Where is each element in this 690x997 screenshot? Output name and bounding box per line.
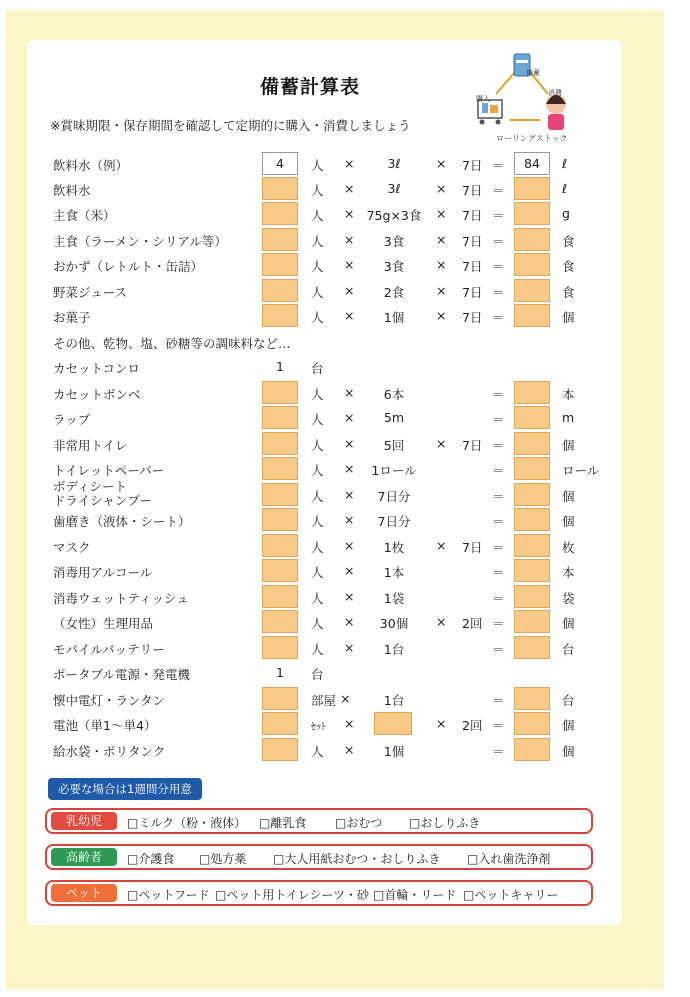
multiply-sign: × <box>436 716 447 731</box>
quantity-input[interactable] <box>262 738 298 761</box>
multiply-sign: × <box>344 206 355 221</box>
unit-text: 人 <box>311 412 324 427</box>
days-text: 7日 <box>462 310 483 325</box>
result-unit: 個 <box>562 718 575 733</box>
category-tag: 高齢者 <box>51 848 117 866</box>
table-row <box>0 381 690 406</box>
table-row <box>0 228 690 253</box>
row-label: 懐中電灯・ランタン <box>53 693 166 708</box>
category-tag: 乳幼児 <box>51 812 117 830</box>
unit-text: 人 <box>311 463 324 478</box>
equals-sign: ＝ <box>492 310 505 325</box>
unit-text: 人 <box>311 744 324 759</box>
result-unit: g <box>562 206 570 221</box>
amount-text: 1ロール <box>371 463 417 478</box>
unit-text: 人 <box>311 183 324 198</box>
checkbox-item[interactable]: □ペットキャリー <box>463 888 559 902</box>
unit-text: 人 <box>311 285 324 300</box>
table-row <box>0 304 690 329</box>
table-row <box>0 152 690 177</box>
table-row <box>0 508 690 533</box>
table-row <box>0 712 690 737</box>
row-label: 主食（ラーメン・シリアル等） <box>53 234 227 249</box>
multiply-sign: × <box>344 614 355 629</box>
multiply-sign: × <box>344 385 355 400</box>
days-text: 7日 <box>462 285 483 300</box>
equals-sign: ＝ <box>492 642 505 657</box>
multiply-sign: × <box>344 589 355 604</box>
table-row <box>0 253 690 278</box>
table-row <box>0 534 690 559</box>
row-label: 飲料水 <box>53 183 91 198</box>
multiply-sign: × <box>436 614 447 629</box>
checkbox-item[interactable]: □首輪・リード <box>373 888 457 902</box>
result-field[interactable] <box>514 712 550 735</box>
unit-text: 台 <box>311 361 324 376</box>
quantity-input[interactable] <box>262 559 298 582</box>
checkbox-item[interactable]: □おしりふき <box>409 816 481 830</box>
days-text: 7日 <box>462 208 483 223</box>
checkbox-item[interactable]: □ペットフード <box>127 888 210 902</box>
result-unit: 個 <box>562 310 575 325</box>
result-unit: 食 <box>562 234 575 249</box>
amount-text: 1台 <box>383 693 405 708</box>
stock-label: 備蓄 <box>526 69 540 77</box>
multiply-sign: × <box>436 436 447 451</box>
multiply-sign: × <box>344 257 355 272</box>
result-field[interactable] <box>514 177 550 200</box>
days-text: 7日 <box>462 158 483 173</box>
row-label: カセットコンロ <box>53 361 141 376</box>
others-note: その他、乾物、塩、砂糖等の調味料など… <box>53 336 291 351</box>
multiply-sign: × <box>344 716 355 731</box>
weekly-note-badge: 必要な場合は1週間分用意 <box>48 778 202 800</box>
amount-text: 1枚 <box>383 540 405 555</box>
multiply-sign: × <box>344 563 355 578</box>
result-field[interactable] <box>514 279 550 302</box>
category-pet <box>45 880 593 906</box>
checkbox-item[interactable]: □おむつ <box>335 816 383 830</box>
result-unit: 個 <box>562 489 575 504</box>
days-text: 7日 <box>462 438 483 453</box>
multiply-sign: × <box>436 181 447 196</box>
equals-sign: ＝ <box>492 616 505 631</box>
quantity-input[interactable] <box>262 508 298 531</box>
amount-text: 1個 <box>383 310 405 325</box>
row-label-line1: ボディシート <box>53 479 128 494</box>
amount-text: 30個 <box>379 616 409 631</box>
equals-sign: ＝ <box>492 718 505 733</box>
rolling-stock-caption: ローリングストック <box>496 134 568 143</box>
amount-text: 3食 <box>383 234 405 249</box>
days-text: 7日 <box>462 183 483 198</box>
multiply-sign: × <box>344 640 355 655</box>
row-label: マスク <box>53 540 91 555</box>
result-field[interactable] <box>514 559 550 582</box>
amount-text: 3食 <box>383 259 405 274</box>
row-label: 消毒用アルコール <box>53 565 153 580</box>
equals-sign: ＝ <box>492 540 505 555</box>
equals-sign: ＝ <box>492 158 505 173</box>
row-label: 野菜ジュース <box>53 285 128 300</box>
multiply-sign: × <box>436 156 447 171</box>
equals-sign: ＝ <box>492 463 505 478</box>
multiply-sign: × <box>344 742 355 757</box>
result-field[interactable] <box>514 534 550 557</box>
table-row <box>0 559 690 584</box>
multiply-sign: × <box>436 206 447 221</box>
amount-text: 5m <box>383 410 405 425</box>
amount-text: 75g×3食 <box>366 208 422 223</box>
unit-text: 人 <box>311 234 324 249</box>
result-field[interactable] <box>514 228 550 251</box>
multiply-sign: × <box>344 538 355 553</box>
row-label: 主食（米） <box>53 208 116 223</box>
result-unit: 食 <box>562 285 575 300</box>
quantity-input[interactable] <box>262 202 298 225</box>
row-label: （女性）生理用品 <box>53 616 154 631</box>
result-field[interactable] <box>514 202 550 225</box>
result-unit: 個 <box>562 514 575 529</box>
unit-text: 部屋 <box>311 693 337 708</box>
row-label: 飲料水（例） <box>53 158 129 173</box>
amount-text: 5回 <box>383 438 405 453</box>
amount-text: 3ℓ <box>387 181 401 196</box>
row-label: 歯磨き（液体・シート） <box>53 514 191 529</box>
checkbox-item[interactable]: □ミルク（粉・液体） <box>127 816 247 830</box>
checkbox-item[interactable]: □入れ歯洗浄剤 <box>467 852 551 866</box>
equals-sign: ＝ <box>492 259 505 274</box>
buy-label: 購入 <box>476 95 490 103</box>
result-unit: 食 <box>562 259 575 274</box>
multiply-sign: × <box>344 487 355 502</box>
unit-text: 人 <box>311 310 324 325</box>
amount-text: 1個 <box>383 744 405 759</box>
unit-text: 人 <box>311 489 324 504</box>
row-label <box>53 480 152 508</box>
equals-sign: ＝ <box>492 438 505 453</box>
days-text: 2回 <box>462 616 483 631</box>
checkbox-item[interactable]: □介護食 <box>127 852 175 866</box>
multiply-sign: × <box>436 257 447 272</box>
checkbox-item[interactable]: □処方薬 <box>199 852 247 866</box>
checkbox-item[interactable]: □ペット用トイレシーツ・砂 <box>215 888 369 902</box>
result-unit: 個 <box>562 438 575 453</box>
subtitle: ※賞味期限・保存期間を確認して定期的に購入・消費しましょう <box>50 118 411 133</box>
quantity-input[interactable] <box>262 177 298 200</box>
quantity-input[interactable] <box>262 585 298 608</box>
amount-text: 2食 <box>383 285 405 300</box>
result-field[interactable]: 84 <box>514 152 550 175</box>
equals-sign: ＝ <box>492 387 505 402</box>
equals-sign: ＝ <box>492 234 505 249</box>
result-unit: 台 <box>562 693 575 708</box>
amount-text: 7日分 <box>377 514 411 529</box>
multiply-sign: × <box>436 308 447 323</box>
result-unit: 枚 <box>562 540 575 555</box>
quantity-input[interactable] <box>262 712 298 735</box>
unit-text: 人 <box>311 438 324 453</box>
row-label: トイレットペーパー <box>53 463 165 478</box>
table-row <box>0 687 690 712</box>
multiply-sign: × <box>344 410 355 425</box>
row-label-line2: ドライシャンプー <box>53 493 153 508</box>
table-row <box>0 610 690 635</box>
row-label: 給水袋・ポリタンク <box>53 744 166 759</box>
unit-text: 人 <box>311 387 324 402</box>
quantity-input[interactable] <box>262 381 298 404</box>
unit-text: 人 <box>311 158 324 173</box>
multiply-sign: × <box>436 232 447 247</box>
row-label: 消毒ウェットティッシュ <box>53 591 189 606</box>
unit-text: 人 <box>311 259 324 274</box>
quantity-input[interactable]: 4 <box>262 152 298 175</box>
page-title: 備蓄計算表 <box>259 76 360 98</box>
days-text: 2回 <box>462 718 483 733</box>
quantity-input[interactable] <box>262 636 298 659</box>
quantity-input[interactable] <box>262 432 298 455</box>
result-field[interactable] <box>514 738 550 761</box>
quantity-input[interactable] <box>262 253 298 276</box>
result-field[interactable] <box>514 304 550 327</box>
multiply-sign: × <box>344 512 355 527</box>
multiply-sign: × <box>344 308 355 323</box>
multiply-sign: × <box>344 461 355 476</box>
amount-input[interactable] <box>374 712 412 735</box>
equals-sign: ＝ <box>492 514 505 529</box>
result-unit: 個 <box>562 616 575 631</box>
row-label: モバイルバッテリー <box>53 642 165 657</box>
table-row <box>0 406 690 431</box>
fixed-count: 1 <box>276 665 284 680</box>
unit-text: 人 <box>311 616 324 631</box>
result-unit: 個 <box>562 744 575 759</box>
row-label: カセットボンベ <box>53 387 141 402</box>
result-unit: 本 <box>562 565 575 580</box>
result-field[interactable] <box>514 432 550 455</box>
consume-label: 消費 <box>548 89 562 97</box>
row-label: ラップ <box>53 412 91 427</box>
amount-text: 1本 <box>383 565 405 580</box>
multiply-sign: × <box>436 538 447 553</box>
power-row <box>0 661 690 686</box>
table-row <box>0 279 690 304</box>
unit-text: 人 <box>311 591 324 606</box>
days-text: 7日 <box>462 540 483 555</box>
multiply-sign: × <box>436 283 447 298</box>
category-tag: ペット <box>51 884 117 902</box>
equals-sign: ＝ <box>492 565 505 580</box>
table-row <box>0 479 690 508</box>
multiply-sign: × <box>344 181 355 196</box>
result-unit: ロール <box>562 463 600 478</box>
result-unit: 袋 <box>562 591 575 606</box>
equals-sign: ＝ <box>492 744 505 759</box>
unit-text: ｾｯﾄ <box>311 722 326 733</box>
table-row <box>0 177 690 202</box>
result-field[interactable] <box>514 610 550 633</box>
rolling-stock-illustration <box>470 52 580 144</box>
unit-text: 人 <box>311 514 324 529</box>
table-row <box>0 202 690 227</box>
checkbox-item[interactable]: □大人用紙おむつ・おしりふき <box>273 852 441 866</box>
amount-text: 3ℓ <box>387 156 401 171</box>
multiply-sign: × <box>344 156 355 171</box>
amount-text: 6本 <box>383 387 405 402</box>
quantity-input[interactable] <box>262 228 298 251</box>
equals-sign: ＝ <box>492 208 505 223</box>
multiply-sign: × <box>344 436 355 451</box>
result-field[interactable] <box>514 406 550 429</box>
quantity-input[interactable] <box>262 279 298 302</box>
multiply-sign: × <box>340 691 351 706</box>
quantity-input[interactable] <box>262 534 298 557</box>
unit-text: 人 <box>311 642 324 657</box>
row-label: 非常用トイレ <box>53 438 128 453</box>
row-label: お菓子 <box>53 310 91 325</box>
quantity-input[interactable] <box>262 483 298 506</box>
konro-row <box>0 355 690 380</box>
quantity-input[interactable] <box>262 610 298 633</box>
equals-sign: ＝ <box>492 591 505 606</box>
result-unit: 台 <box>562 642 575 657</box>
amount-text: 1台 <box>383 642 405 657</box>
result-unit: m <box>562 410 575 425</box>
quantity-input[interactable] <box>262 687 298 710</box>
amount-text: 1袋 <box>383 591 405 606</box>
unit-text: 人 <box>311 565 324 580</box>
result-field[interactable] <box>514 483 550 506</box>
quantity-input[interactable] <box>262 406 298 429</box>
equals-sign: ＝ <box>492 412 505 427</box>
row-label: 電池（単1～単4） <box>53 718 157 733</box>
row-label: ポータブル電源・発電機 <box>53 667 191 682</box>
days-text: 7日 <box>462 259 483 274</box>
result-field[interactable] <box>514 253 550 276</box>
equals-sign: ＝ <box>492 183 505 198</box>
category-elderly <box>45 844 593 870</box>
amount-text: 7日分 <box>377 489 411 504</box>
result-unit: ℓ <box>562 156 568 171</box>
result-field[interactable] <box>514 381 550 404</box>
result-unit: 本 <box>562 387 575 402</box>
category-infant <box>45 808 593 834</box>
result-field[interactable] <box>514 636 550 659</box>
unit-text: 台 <box>311 667 324 682</box>
multiply-sign: × <box>344 232 355 247</box>
days-text: 7日 <box>462 234 483 249</box>
result-field[interactable] <box>514 585 550 608</box>
result-field[interactable] <box>514 508 550 531</box>
table-row <box>0 738 690 763</box>
result-unit: ℓ <box>562 181 568 196</box>
quantity-input[interactable] <box>262 304 298 327</box>
unit-text: 人 <box>311 208 324 223</box>
equals-sign: ＝ <box>492 693 505 708</box>
table-row <box>0 636 690 661</box>
result-field[interactable] <box>514 687 550 710</box>
table-row <box>0 432 690 457</box>
equals-sign: ＝ <box>492 285 505 300</box>
row-label: おかず（レトルト・缶詰） <box>53 259 204 274</box>
fixed-count: 1 <box>276 359 284 374</box>
quantity-input[interactable] <box>262 457 298 480</box>
equals-sign: ＝ <box>492 489 505 504</box>
checkbox-item[interactable]: □離乳食 <box>259 816 307 830</box>
result-field[interactable] <box>514 457 550 480</box>
table-row <box>0 585 690 610</box>
unit-text: 人 <box>311 540 324 555</box>
multiply-sign: × <box>344 283 355 298</box>
others-note-row <box>0 330 690 355</box>
